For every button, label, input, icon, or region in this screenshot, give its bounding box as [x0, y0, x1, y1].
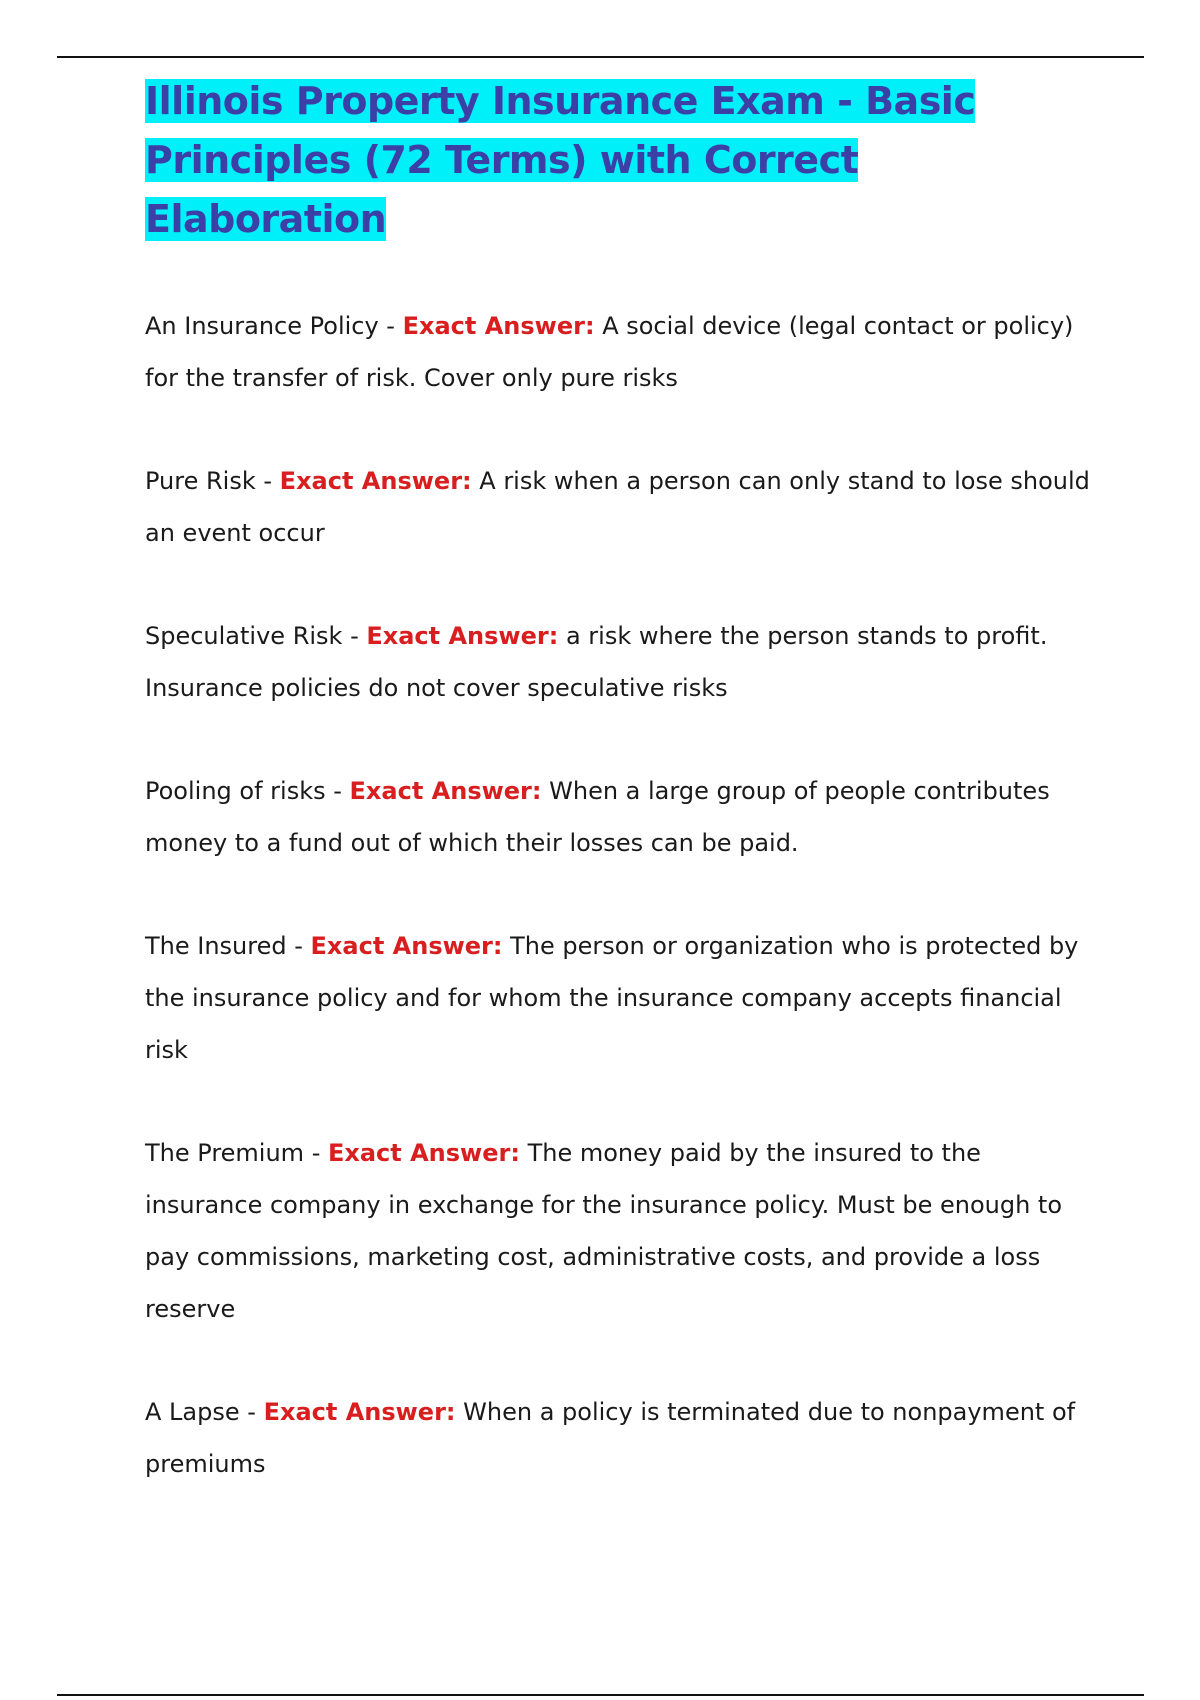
term-name: Pooling of risks [145, 777, 326, 805]
exact-answer-label: Exact Answer: [279, 467, 472, 495]
term-definition: A social device (legal contact or policy) for the transfer of risk. Cover only pure risks [145, 312, 1074, 392]
term-list [145, 300, 1105, 1490]
term-separator: - [342, 622, 367, 650]
term-separator: - [286, 932, 311, 960]
exact-answer-label: Exact Answer: [349, 777, 542, 805]
term-entry [145, 610, 1105, 714]
document-title [145, 72, 1105, 249]
term-definition: When a large group of people contributes money to a fund out of which their losses can be paid. [145, 777, 1050, 857]
term-definition: The money paid by the insured to the insurance company in exchange for the insurance policy. Must be enough to pay commissions, marketing cost, administrative costs, and provide a loss reserve [145, 1139, 1063, 1323]
term-entry [145, 1127, 1105, 1335]
exact-answer-label: Exact Answer: [327, 1139, 520, 1167]
term-separator: - [255, 467, 280, 495]
term-definition: A risk when a person can only stand to lose should an event occur [145, 467, 1090, 547]
term-definition: a risk where the person stands to profit. Insurance policies do not cover speculative risks [145, 622, 1048, 702]
term-name: The Premium [145, 1139, 305, 1167]
term-entry [145, 920, 1105, 1076]
term-name: Speculative Risk [145, 622, 343, 650]
term-definition: When a policy is terminated due to nonpayment of premiums [145, 1398, 1076, 1478]
term-entry [145, 455, 1105, 559]
exact-answer-label: Exact Answer: [263, 1398, 456, 1426]
term-separator: - [304, 1139, 328, 1167]
term-entry [145, 300, 1105, 404]
term-definition: The person or organization who is protected by the insurance policy and for whom the insurance company accepts financial risk [145, 932, 1079, 1064]
term-name: Pure Risk [145, 467, 256, 495]
term-name: An Insurance Policy [145, 312, 379, 340]
term-name: A Lapse [145, 1398, 240, 1426]
exact-answer-label: Exact Answer: [366, 622, 559, 650]
bottom-rule [57, 1694, 1144, 1696]
term-entry [145, 1386, 1105, 1490]
exact-answer-label: Exact Answer: [402, 312, 595, 340]
exact-answer-label: Exact Answer: [310, 932, 503, 960]
term-separator: - [378, 312, 403, 340]
document-page [145, 72, 1105, 1541]
term-name: The Insured [145, 932, 287, 960]
term-separator: - [239, 1398, 264, 1426]
document-title-text: Illinois Property Insurance Exam - Basic Principles (72 Terms) with Correct Elaboration [145, 79, 976, 241]
top-rule [57, 56, 1144, 58]
term-entry [145, 765, 1105, 869]
term-separator: - [325, 777, 350, 805]
